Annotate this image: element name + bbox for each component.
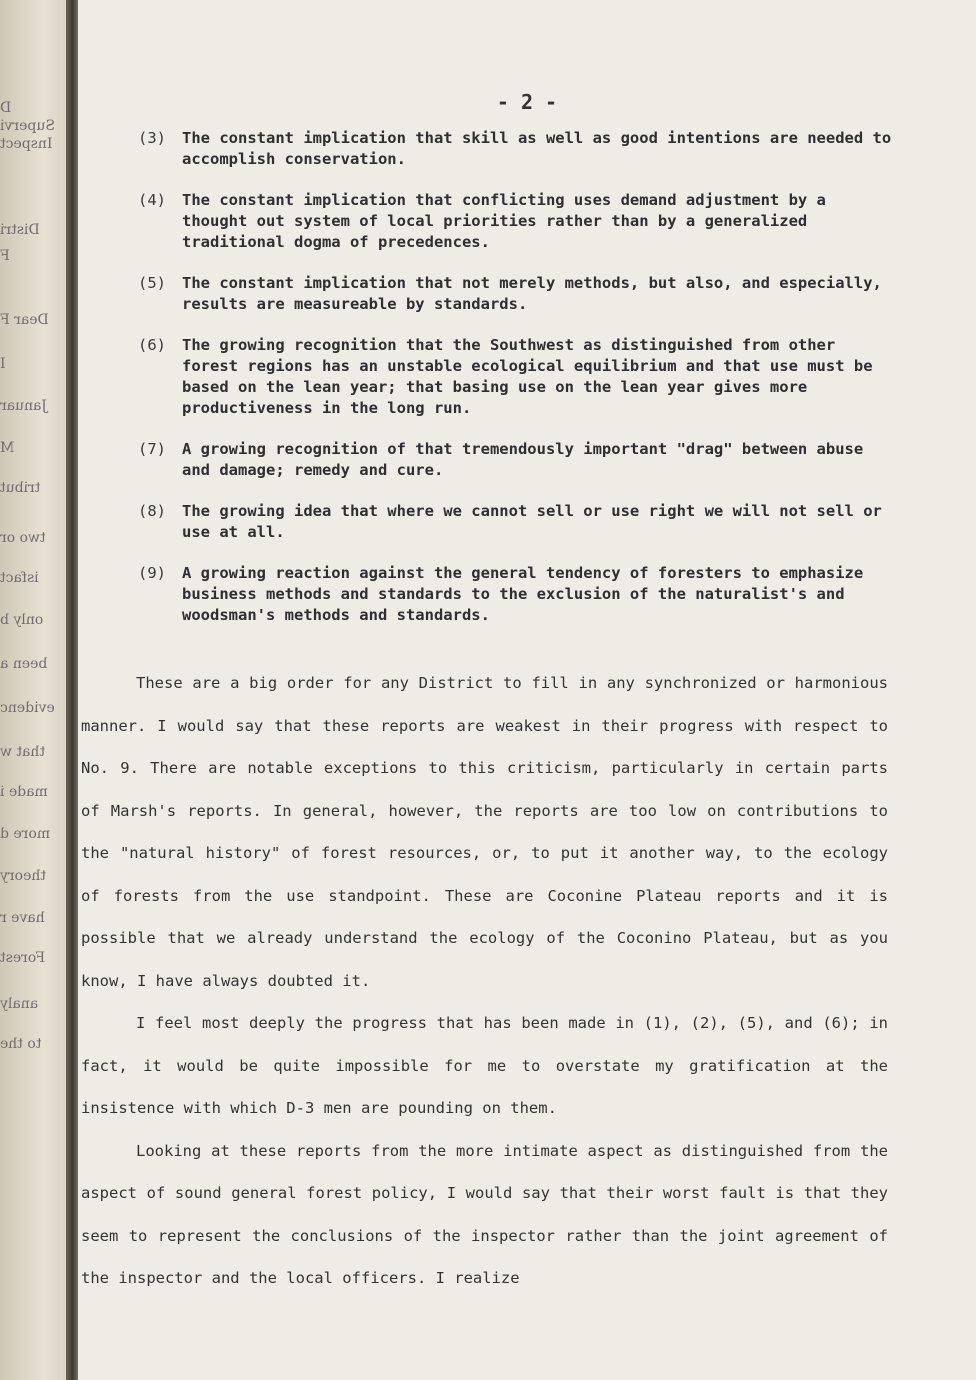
list-item — [138, 335, 898, 419]
list-item — [138, 128, 898, 170]
body-text — [78, 662, 888, 1300]
list-item-number: (3) — [138, 129, 166, 147]
facing-page-fragment: I — [0, 356, 6, 372]
facing-page-fragment: Januar — [0, 398, 48, 414]
list-item-number: (8) — [138, 502, 166, 520]
facing-page-fragment: D — [0, 100, 12, 116]
list-item-number: (6) — [138, 336, 166, 354]
facing-page-fragment: Inspect — [0, 136, 53, 152]
list-item-text: The growing recognition that the Southwest as distinguished from other forest regions has an unstable ecological equilibrium and that use must be based on the lean year; that basing use on the lean year gives more productiveness in the long run. — [182, 336, 873, 417]
paragraph: Looking at these reports from the more intimate aspect as distinguished from the aspect of sound general forest policy, I would say that their worst fault is that they seem to represent the conclusions of the inspector rather than the joint agreement of the inspector and the local officers. I realize — [81, 1141, 888, 1287]
facing-page-fragment: M — [0, 440, 15, 456]
facing-page-fragment: Supervi — [0, 118, 55, 134]
list-item-text: The growing idea that where we cannot sell or use right we will not sell or use at all. — [182, 502, 882, 541]
list-item — [138, 501, 898, 543]
paragraph: These are a big order for any District to fill in any synchronized or harmonious manner. I would say that these reports are weakest in their progress with respect to No. 9. There are notable exceptions to this criticism, particularly in certain parts of Marsh's reports. In general, however, the reports are too low on contributions to the "natural history" of forest resources, or, to put it another way, to the ecology of forests from the use standpoint. These are Coconine Plateau reports and it is possible that we already understand the ecology of the Coconino Plateau, but as you know, I have always doubted it. — [81, 674, 888, 990]
facing-page-fragment: Forest — [0, 950, 46, 966]
numbered-list — [138, 128, 898, 646]
facing-page-fragment: theory — [0, 868, 46, 884]
facing-page-fragment: isfact — [0, 570, 39, 586]
list-item — [138, 190, 898, 253]
list-item-text: The constant implication that skill as well as good intentions are needed to accomplish conservation. — [182, 129, 892, 168]
document-page — [78, 0, 976, 1380]
list-item-text: The constant implication that not merely methods, but also, and especially, results are measureable by standards. — [182, 274, 882, 313]
facing-page-fragment: Distri — [0, 222, 40, 238]
facing-page-fragment: only b — [0, 612, 44, 628]
list-item-number: (7) — [138, 440, 166, 458]
facing-page-fragment: two or — [0, 530, 46, 546]
facing-page-fragment: have r — [0, 910, 45, 926]
facing-page-fragment: Dear F — [0, 312, 49, 328]
list-item — [138, 439, 898, 481]
list-item — [138, 273, 898, 315]
facing-page-fragment: to the — [0, 1036, 42, 1052]
list-item-text: The constant implication that conflicting uses demand adjustment by a thought out system of local priorities rather than by a generalized traditional dogma of precedences. — [182, 191, 826, 251]
list-item-number: (5) — [138, 274, 166, 292]
list-item — [138, 563, 898, 626]
facing-page-fragment: made i — [0, 784, 48, 800]
facing-page-fragment: F — [0, 248, 10, 264]
list-item-text: A growing recognition of that tremendously important "drag" between abuse and damage; remedy and cure. — [182, 440, 864, 479]
facing-page-fragment: been a — [0, 656, 48, 672]
paragraph: I feel most deeply the progress that has been made in (1), (2), (5), and (6); in fact, it would be quite impossible for me to overstate my gratification at the insistence with which D-3 men are pounding on them. — [81, 1014, 888, 1117]
list-item-number: (4) — [138, 191, 166, 209]
facing-page-fragment: analy — [0, 996, 39, 1012]
left-page-edge — [0, 0, 72, 1380]
facing-page-fragment: tribut — [0, 480, 41, 496]
list-item-text: A growing reaction against the general tendency of foresters to emphasize business methods and standards to the exclusion of the naturalist's and woodsman's methods and standards. — [182, 564, 864, 624]
list-item-number: (9) — [138, 564, 166, 582]
facing-page-fragment: that w — [0, 744, 46, 760]
facing-page-fragment: more d — [0, 826, 51, 842]
page-number: - 2 - — [496, 90, 558, 114]
facing-page-fragment: evidenc — [0, 700, 55, 716]
